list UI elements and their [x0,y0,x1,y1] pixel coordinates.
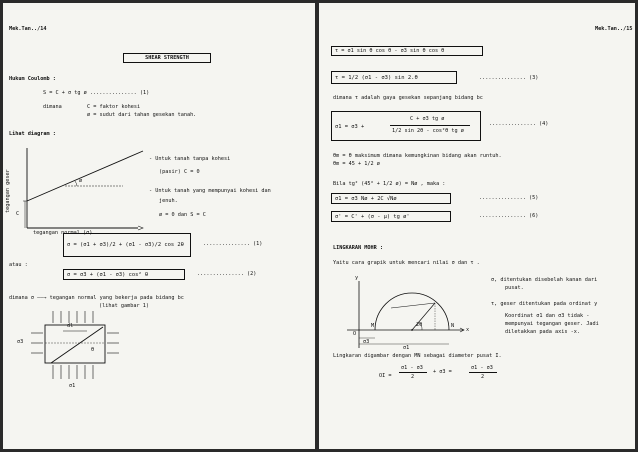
mohr-sigma1-label: σ1 [403,345,410,351]
diagram-ylabel: tegangan geser [5,169,11,213]
equation-5-lhs: σ1 = σ3 + [335,124,365,130]
page-header: Mek.Tan../15 [595,26,633,32]
oi-frac2-top: σ1 - σ3 [471,365,493,371]
oi-frac1-top: σ1 - σ3 [401,365,423,371]
diagram-xlabel: tegangan normal (σ) [33,230,93,236]
page-header: Mek.Tan../14 [9,26,47,32]
oi-frac1-bar [399,372,427,373]
equation-7-number: ............... (6) [479,213,539,219]
equation-2-number: ............... (1) [203,241,263,247]
mohr-y-label: y [355,275,359,281]
definition-phi: ø = sudut dari tahan gesekan tanah. [87,112,197,118]
definition-c: C = faktor kohesi [87,104,141,110]
mohr-desc: Yaitu cara grapik untuk mencari nilai σ dan τ . [333,260,480,266]
figure-dl-label: dl [67,323,74,329]
dimana-label: dimana [43,104,62,110]
bullet-1a: - Untuk tanah tanpa kohesi [149,156,231,162]
oi-mid: + σ3 = [433,369,452,375]
oi-frac2-den: 2 [481,374,485,380]
atau-label: atau : [9,262,28,268]
oi-frac1-den: 2 [411,374,415,380]
mohr-tau-d: diletakkan pada axis -x. [505,329,580,335]
left-page [3,3,315,449]
equation-5-denominator: 1/2 sin 2θ - cos²θ tg ø [392,128,464,134]
figure-sigma3-label: σ3 [17,339,24,345]
equation-1: S = C + σ tg ø ............... (1) [43,90,150,96]
mohr-tau-c: mempunyai tegangan geser. Jadi [505,321,599,327]
mohr-sigma-b: pusat. [505,285,524,291]
bullet-2c: ø = 0 dan S = C [159,212,206,218]
equation-4-number: ............... (3) [479,75,539,81]
dimana-2: dimana σ ——→ tegangan normal yang bekerja pada bidang bc [9,295,184,301]
equation-6: σ1 = σ3 Nø + 2C √Nø [335,195,397,202]
theta-desc: θm = θ maksimum dimana kemungkinan bidang akan runtuh. [333,153,502,159]
mohr-caption: Lingkaran digambar dengan MN sebagai diameter pusat I. [333,353,502,359]
equation-7: σ' = C' + (σ - μ) tg ø' [335,213,410,220]
mohr-m-label: M [371,323,375,329]
oi-frac2-bar [469,372,497,373]
mohr-tau-a: τ, geser ditentukan pada ordinat y [491,301,598,307]
section-mohr: LINGKARAN MOHR : [333,245,383,251]
figure-sigma1-label: σ1 [69,383,76,389]
equation-6-number: ............... (5) [479,195,539,201]
bullet-2a: - Untuk tanah yang mempunyai kohesi dan [149,188,271,194]
equation-5-number: ............... (4) [489,121,549,127]
diagram-phi-label: ø [79,178,83,184]
mohr-x-label: x [466,327,470,333]
diagram-c-label: C [16,211,20,217]
equation-3: σ = σ3 + (σ1 - σ3) cos² θ [67,271,149,278]
mohr-tau-b: Koordinat σ1 dan σ3 tidak - [505,313,590,319]
mohr-o-label: O [353,331,357,337]
right-page [319,3,635,449]
mohr-n-label: N [451,323,455,329]
equation-top: τ = σ1 sin θ cos θ - σ3 sin θ cos θ [335,48,445,54]
bullet-2b: jenuh. [159,198,178,204]
equation-5-numerator: C + σ3 tg ø [410,116,445,122]
bila-line: Bila tg² (45° + 1/2 ø) = Nø , maka : [333,181,446,187]
page-title: SHEAR STRENGTH [123,53,211,63]
mohr-sigma-a: σ, ditentukan disebelah kanan dari [491,277,598,283]
theta-eq: θm = 45 + 1/2 ø [333,161,380,167]
section-coulomb: Hukum Coulomb : [9,76,56,82]
oi-lhs: OI = [379,373,392,379]
mohr-2theta-label: 2θ [416,322,423,328]
equation-3-number: ............... (2) [197,271,257,277]
equation-4-desc: dimana τ adalah gaya gesekan sepanjang bidang bc [333,95,483,101]
section-diagram: Lihat diagram : [9,131,56,137]
figure-theta-label: θ [91,347,95,353]
mohr-sigma3-label: σ3 [363,339,370,345]
bullet-1b: (pasir) C = 0 [159,169,200,175]
equation-2: σ = (σ1 + σ3)/2 + (σ1 - σ3)/2 cos 2θ [67,242,184,248]
dimana-2b: (lihat gambar 1) [99,303,149,309]
equation-4: τ = 1/2 (σ1 - σ3) sin 2.θ [335,74,418,81]
